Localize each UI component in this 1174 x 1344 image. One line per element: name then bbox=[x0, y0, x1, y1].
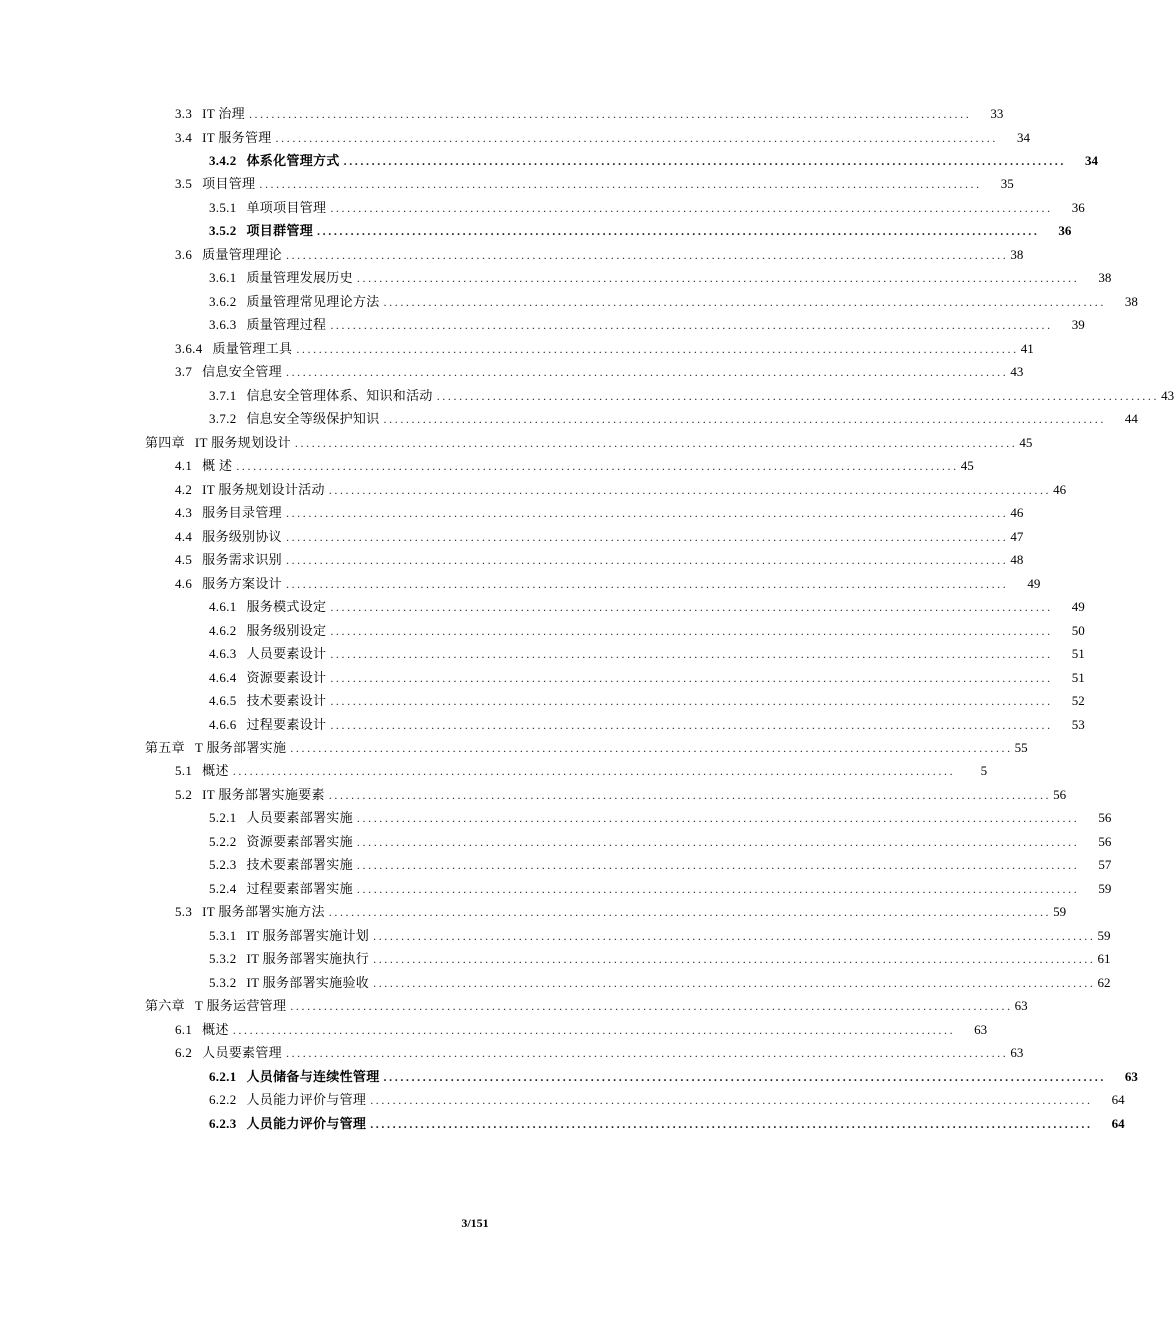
toc-entry-page: 64 bbox=[1111, 1115, 1125, 1131]
toc-entry-label: 服务模式设定 bbox=[246, 599, 327, 615]
dot-leader: ................................................................................................................................. bbox=[285, 365, 1009, 380]
toc-entry-title bbox=[209, 715, 330, 735]
toc-entry-number: 4.2 bbox=[175, 481, 193, 497]
dot-leader: ................................................................................................................................. bbox=[236, 459, 959, 474]
toc-entry-page: 43 bbox=[1161, 387, 1174, 403]
toc-entry-title bbox=[209, 949, 373, 969]
toc-entry-number: 3.6.1 bbox=[209, 270, 237, 286]
toc-entry-number: 3.3 bbox=[175, 106, 193, 121]
toc-entry-title bbox=[175, 456, 236, 476]
dot-leader: ................................................................................................................................. bbox=[328, 905, 1052, 920]
toc-entry-number: 3.6.2 bbox=[209, 293, 237, 309]
toc-entry[interactable] bbox=[209, 315, 1085, 335]
toc-entry-page: 56 bbox=[1098, 810, 1112, 826]
dot-leader: ................................................................................................................................. bbox=[285, 529, 1009, 544]
toc-entry-title bbox=[145, 996, 290, 1016]
toc-entry-number: 3.7.2 bbox=[209, 411, 237, 427]
toc-entry-label: IT 服务部署实施方法 bbox=[202, 904, 325, 920]
toc-entry-number: 5.2.2 bbox=[209, 833, 237, 849]
dot-leader: ................................................................................................................................. bbox=[330, 200, 1053, 215]
toc-entry-page: 56 bbox=[1098, 833, 1112, 849]
toc-entry-number: 6.1 bbox=[175, 1021, 193, 1037]
toc-entry[interactable] bbox=[175, 1020, 988, 1040]
toc-entry-page: 59 bbox=[1053, 904, 1067, 920]
dot-leader: ................................................................................................................................. bbox=[330, 647, 1053, 661]
toc-entry-page: 61 bbox=[1097, 951, 1111, 967]
toc-entry-label: 人员要素管理 bbox=[202, 1045, 282, 1061]
toc-entry-title bbox=[175, 550, 286, 570]
toc-entry-page: 46 bbox=[1010, 505, 1024, 521]
toc-entry-number: 4.6.3 bbox=[209, 646, 237, 661]
dot-leader: ................................................................................................................................. bbox=[436, 388, 1160, 403]
dot-leader: ................................................................................................................................. bbox=[373, 928, 1096, 943]
dot-leader: ................................................................................................................................. bbox=[285, 1046, 1009, 1061]
toc-entry[interactable] bbox=[175, 503, 1024, 523]
toc-entry-number: 4.6.4 bbox=[209, 669, 237, 685]
toc-entry-label: IT 服务部署实施验收 bbox=[246, 974, 370, 990]
toc-entry-number: 5.2.3 bbox=[209, 857, 237, 873]
toc-entry[interactable] bbox=[175, 574, 1041, 594]
toc-entry-page: 38 bbox=[1124, 293, 1138, 309]
dot-leader: ................................................................................................................................. bbox=[383, 412, 1106, 427]
toc-entry-number: 5.3 bbox=[175, 904, 193, 920]
dot-leader: ................................................................................................................................. bbox=[285, 553, 1009, 568]
toc-entry-label: IT 服务管理 bbox=[202, 129, 272, 145]
toc-entry-label: 项目群管理 bbox=[246, 223, 314, 239]
toc-entry-number: 4.1 bbox=[175, 458, 193, 474]
dot-leader: ................................................................................................................................. bbox=[275, 130, 998, 145]
toc-entry-number: 4.6.1 bbox=[209, 599, 237, 615]
toc-entry[interactable] bbox=[209, 973, 1111, 993]
toc-entry-title bbox=[209, 855, 357, 875]
dot-leader: ................................................................................................................................. bbox=[356, 811, 1080, 826]
toc-entry-title bbox=[175, 480, 329, 500]
toc-entry[interactable] bbox=[209, 926, 1111, 946]
toc-entry-page: 49 bbox=[1071, 599, 1085, 615]
toc-entry-number: 5.1 bbox=[175, 763, 193, 779]
toc-entry-title bbox=[209, 832, 357, 852]
toc-entry-page: 45 bbox=[1019, 434, 1033, 450]
toc-entry-label: 质量管理过程 bbox=[246, 317, 327, 333]
toc-entry-number: 3.5 bbox=[175, 176, 193, 192]
dot-leader: ................................................................................................................................. bbox=[259, 177, 982, 192]
dot-leader: ................................................................................................................................. bbox=[285, 506, 1009, 521]
toc-entry-number: 4.4 bbox=[175, 528, 193, 544]
toc-entry[interactable] bbox=[209, 1090, 1125, 1110]
page-number: 3/151 bbox=[461, 1216, 489, 1230]
toc-entry-page: 48 bbox=[1010, 552, 1024, 568]
toc-entry-title bbox=[145, 738, 290, 758]
toc-entry-label: IT 服务部署实施计划 bbox=[246, 927, 370, 943]
dot-leader: ................................................................................................................................. bbox=[383, 1069, 1106, 1084]
toc-entry[interactable] bbox=[175, 456, 974, 476]
toc-entry[interactable] bbox=[209, 1067, 1138, 1087]
toc-entry-number: 5.2 bbox=[175, 786, 193, 802]
dot-leader: ................................................................................................................................. bbox=[285, 576, 1009, 591]
toc-entry[interactable] bbox=[175, 104, 1004, 124]
toc-entry-number: 3.4 bbox=[175, 129, 193, 145]
toc-entry-number: 5.3.1 bbox=[209, 927, 237, 943]
toc-entry[interactable] bbox=[209, 151, 1099, 171]
toc-entry-title bbox=[175, 902, 329, 922]
toc-entry-page: 55 bbox=[1014, 740, 1028, 755]
toc-entry-page: 41 bbox=[1020, 340, 1034, 356]
toc-entry-page: 57 bbox=[1098, 857, 1112, 873]
dot-leader: ................................................................................................................................. bbox=[383, 294, 1106, 309]
toc-entry[interactable] bbox=[209, 832, 1112, 852]
dot-leader: ................................................................................................................................. bbox=[356, 271, 1080, 286]
dot-leader: ................................................................................................................................. bbox=[296, 341, 1019, 356]
dot-leader: ................................................................................................................................. bbox=[356, 858, 1080, 873]
toc-entry-title bbox=[209, 221, 317, 241]
dot-leader: ................................................................................................................................. bbox=[370, 1116, 1093, 1131]
toc-entry[interactable] bbox=[175, 339, 1034, 359]
toc-entry-label: 信息安全管理 bbox=[202, 364, 282, 380]
toc-entry-label: 概述 bbox=[202, 1021, 229, 1037]
toc-entry[interactable] bbox=[209, 268, 1112, 288]
toc-entry-number: 3.7 bbox=[175, 364, 193, 380]
toc-entry-page: 45 bbox=[960, 458, 974, 474]
toc-entry-number: 3.4.2 bbox=[209, 153, 237, 168]
toc-entry-title bbox=[175, 174, 259, 194]
toc-entry-title bbox=[175, 104, 249, 124]
toc-entry-title bbox=[175, 503, 286, 523]
toc-entry-label: 服务级别协议 bbox=[202, 528, 282, 544]
toc-entry-title bbox=[209, 808, 357, 828]
toc-entry-label: 资源要素设计 bbox=[246, 669, 327, 685]
toc-entry[interactable] bbox=[209, 292, 1138, 312]
toc-entry-label: 技术要素设计 bbox=[246, 693, 327, 708]
dot-leader: ................................................................................................................................. bbox=[328, 482, 1052, 497]
toc-entry-title bbox=[175, 1020, 233, 1040]
toc-entry-label: 服务需求识别 bbox=[202, 552, 282, 568]
toc-entry[interactable] bbox=[175, 785, 1067, 805]
toc-entry-page: 49 bbox=[1027, 575, 1041, 591]
toc-entry-page: 36 bbox=[1071, 199, 1085, 215]
toc-entry-title bbox=[209, 1067, 384, 1087]
toc-entry-label: IT 服务规划设计活动 bbox=[202, 481, 325, 497]
toc-entry-number: 3.6.3 bbox=[209, 317, 237, 333]
toc-entry-label: IT 服务部署实施执行 bbox=[246, 951, 370, 967]
toc-entry-title bbox=[209, 151, 344, 171]
toc-entry-number: 4.3 bbox=[175, 505, 193, 521]
toc-entry-page: 35 bbox=[1000, 176, 1014, 192]
toc-entry-label: 技术要素部署实施 bbox=[246, 857, 353, 873]
toc-entry[interactable] bbox=[145, 433, 1033, 453]
toc-entry-label: IT 服务规划设计 bbox=[194, 434, 291, 450]
toc-entry-label: 资源要素部署实施 bbox=[246, 833, 353, 849]
toc-entry-label: 信息安全管理体系、知识和活动 bbox=[246, 387, 433, 403]
toc-entry-number: 6.2.3 bbox=[209, 1115, 237, 1131]
toc-entry[interactable] bbox=[209, 808, 1112, 828]
toc-entry[interactable] bbox=[209, 386, 1174, 406]
toc-entry-number: 6.2.2 bbox=[209, 1092, 237, 1108]
toc-entry-title bbox=[175, 1043, 286, 1063]
toc-entry[interactable] bbox=[209, 221, 1072, 241]
toc-entry[interactable] bbox=[209, 597, 1085, 617]
toc-entry[interactable] bbox=[209, 691, 1085, 711]
toc-entry-number: 4.6.5 bbox=[209, 693, 237, 708]
toc-entry-label: 人员储备与连续性管理 bbox=[246, 1068, 380, 1084]
toc-entry-title bbox=[209, 691, 330, 711]
toc-entry-page: 63 bbox=[1124, 1068, 1138, 1084]
dot-leader: ................................................................................................................................. bbox=[356, 881, 1080, 896]
toc-entry-title bbox=[209, 879, 357, 899]
toc-entry-page: 38 bbox=[1010, 246, 1024, 262]
dot-leader: ................................................................................................................................. bbox=[373, 975, 1096, 990]
toc-entry[interactable] bbox=[145, 996, 1028, 1016]
toc-entry-number: 4.6 bbox=[175, 575, 193, 591]
toc-entry-page: 50 bbox=[1071, 622, 1085, 638]
toc-entry-page: 56 bbox=[1053, 786, 1067, 802]
toc-entry[interactable] bbox=[209, 198, 1085, 218]
toc-entry-label: 服务级别设定 bbox=[246, 622, 327, 638]
toc-entry-number: 3.6 bbox=[175, 246, 193, 262]
toc-entry[interactable] bbox=[175, 245, 1024, 265]
toc-entry-label: 过程要素设计 bbox=[246, 716, 327, 732]
toc-entry-title bbox=[175, 128, 276, 148]
toc-entry-page: 47 bbox=[1010, 528, 1024, 544]
dot-leader: ................................................................................................................................. bbox=[370, 1093, 1093, 1108]
toc-entry-label: 人员要素部署实施 bbox=[246, 810, 353, 826]
toc-entry-label: 单项项目管理 bbox=[246, 199, 327, 215]
toc-entry-label: 概 述 bbox=[202, 458, 233, 474]
dot-leader: ................................................................................................................................. bbox=[330, 318, 1053, 333]
toc-entry-title bbox=[209, 621, 330, 641]
dot-leader: ................................................................................................................................. bbox=[294, 435, 1018, 450]
dot-leader: ................................................................................................................................. bbox=[317, 224, 1040, 239]
toc-entry-title bbox=[175, 761, 233, 781]
toc-entry[interactable] bbox=[209, 1114, 1125, 1134]
toc-entry-label: 质量管理工具 bbox=[212, 340, 293, 356]
toc-entry-label: 概述 bbox=[202, 763, 229, 779]
toc-entry-page: 5 bbox=[980, 763, 988, 779]
toc-entry-number: 5.2.4 bbox=[209, 880, 237, 896]
toc-entry-number: 3.7.1 bbox=[209, 387, 237, 403]
toc-entry-number: 第六章 bbox=[145, 998, 185, 1014]
toc-entry-page: 34 bbox=[1085, 153, 1099, 168]
dot-leader: ................................................................................................................................. bbox=[330, 717, 1053, 732]
dot-leader: ................................................................................................................................. bbox=[330, 600, 1053, 615]
toc-entry[interactable] bbox=[145, 738, 1028, 758]
dot-leader: ................................................................................................................................. bbox=[285, 247, 1009, 262]
toc-entry[interactable] bbox=[209, 949, 1111, 969]
toc-entry-page: 43 bbox=[1010, 364, 1024, 380]
toc-entry-label: T 服务部署实施 bbox=[194, 740, 287, 755]
toc-entry-title bbox=[175, 785, 329, 805]
dot-leader: ................................................................................................................................. bbox=[373, 952, 1096, 967]
toc-entry[interactable] bbox=[209, 715, 1085, 735]
toc-entry-number: 4.6.6 bbox=[209, 716, 237, 732]
dot-leader: ................................................................................................................................. bbox=[330, 694, 1053, 708]
toc-entry-title bbox=[175, 362, 286, 382]
toc-entry[interactable] bbox=[175, 128, 1030, 148]
dot-leader: ................................................................................................................................. bbox=[248, 107, 972, 121]
toc-entry-label: 质量管理发展历史 bbox=[246, 270, 353, 286]
toc-entry-page: 59 bbox=[1098, 880, 1112, 896]
toc-entry-label: 体系化管理方式 bbox=[246, 153, 340, 168]
toc-entry-label: 信息安全等级保护知识 bbox=[246, 411, 380, 427]
toc-entry-label: T 服务运营管理 bbox=[194, 998, 287, 1014]
toc-entry-page: 64 bbox=[1111, 1092, 1125, 1108]
toc-entry-number: 4.6.2 bbox=[209, 622, 237, 638]
toc-entry-title bbox=[209, 409, 384, 429]
toc-entry-page: 52 bbox=[1071, 693, 1085, 708]
toc-entry-page: 44 bbox=[1124, 411, 1138, 427]
toc-entry[interactable] bbox=[209, 879, 1112, 899]
toc-entry[interactable] bbox=[209, 668, 1085, 688]
toc-entry[interactable] bbox=[175, 480, 1067, 500]
toc-entry-label: 项目管理 bbox=[202, 176, 256, 192]
toc-entry[interactable] bbox=[175, 550, 1024, 570]
toc-entry-page: 39 bbox=[1071, 317, 1085, 333]
dot-leader: ................................................................................................................................. bbox=[356, 834, 1080, 849]
toc-entry-page: 53 bbox=[1071, 716, 1085, 732]
toc-entry-title bbox=[145, 433, 295, 453]
toc-entry-title bbox=[209, 268, 357, 288]
toc-entry[interactable] bbox=[209, 621, 1085, 641]
toc-entry-title bbox=[209, 973, 373, 993]
toc-entry-page: 34 bbox=[1016, 129, 1030, 145]
toc-entry-title bbox=[209, 597, 330, 617]
toc-entry-title bbox=[209, 1114, 370, 1134]
toc-entry-title bbox=[175, 527, 286, 547]
toc-entry-title bbox=[175, 339, 296, 359]
dot-leader: ................................................................................................................................. bbox=[290, 741, 1013, 755]
toc-entry-number: 第五章 bbox=[145, 740, 185, 755]
toc-entry-number: 4.5 bbox=[175, 552, 193, 568]
toc-entry-number: 6.2.1 bbox=[209, 1068, 237, 1084]
dot-leader: ................................................................................................................................. bbox=[330, 623, 1053, 638]
toc-entry-page: 62 bbox=[1097, 974, 1111, 990]
toc-entry-page: 38 bbox=[1098, 270, 1112, 286]
toc-entry[interactable] bbox=[175, 527, 1024, 547]
toc-entry-number: 5.3.2 bbox=[209, 951, 237, 967]
toc-entry-label: 质量管理理论 bbox=[202, 246, 282, 262]
toc-entry-label: 服务方案设计 bbox=[202, 575, 282, 591]
dot-leader: ................................................................................................................................. bbox=[232, 1022, 956, 1037]
toc-entry-page: 63 bbox=[1010, 1045, 1024, 1061]
toc-entry-label: 服务目录管理 bbox=[202, 505, 282, 521]
dot-leader: ................................................................................................................................. bbox=[232, 764, 956, 779]
toc-entry-number: 5.3.2 bbox=[209, 974, 237, 990]
dot-leader: ................................................................................................................................. bbox=[328, 787, 1052, 802]
toc-entry-number: 3.5.1 bbox=[209, 199, 237, 215]
toc-entry[interactable] bbox=[175, 761, 988, 781]
toc-entry-number: 3.5.2 bbox=[209, 223, 237, 239]
toc-entry-title bbox=[209, 198, 330, 218]
toc-entry-label: 过程要素部署实施 bbox=[246, 880, 353, 896]
toc-entry[interactable] bbox=[175, 174, 1014, 194]
toc-entry-page: 33 bbox=[990, 106, 1004, 121]
toc-entry-label: 人员要素设计 bbox=[246, 646, 327, 661]
toc-entry-title bbox=[209, 668, 330, 688]
toc-entry-label: IT 服务部署实施要素 bbox=[202, 786, 325, 802]
toc-entry-title bbox=[175, 574, 286, 594]
toc-entry-page: 63 bbox=[974, 1021, 988, 1037]
toc-entry-title bbox=[209, 1090, 370, 1110]
toc-entry-page: 36 bbox=[1058, 223, 1072, 239]
toc-entry-page: 59 bbox=[1097, 927, 1111, 943]
toc-entry-page: 63 bbox=[1014, 998, 1028, 1014]
toc-entry-title bbox=[209, 315, 330, 335]
toc-entry-label: 人员能力评价与管理 bbox=[246, 1092, 367, 1108]
toc-entry-number: 6.2 bbox=[175, 1045, 193, 1061]
toc-entry-label: 质量管理常见理论方法 bbox=[246, 293, 380, 309]
toc-entry-title bbox=[209, 926, 373, 946]
toc-entry[interactable] bbox=[175, 902, 1067, 922]
toc-entry-title bbox=[209, 386, 437, 406]
toc-entry-number: 3.6.4 bbox=[175, 340, 203, 356]
toc-entry-page: 51 bbox=[1071, 646, 1085, 661]
toc-entry-title bbox=[209, 644, 330, 664]
toc-entry[interactable] bbox=[175, 1043, 1024, 1063]
dot-leader: ................................................................................................................................. bbox=[290, 999, 1013, 1014]
toc-entry[interactable] bbox=[209, 855, 1112, 875]
toc-entry-label: 人员能力评价与管理 bbox=[246, 1115, 367, 1131]
toc-entry-number: 5.2.1 bbox=[209, 810, 237, 826]
dot-leader: ................................................................................................................................. bbox=[343, 154, 1067, 168]
toc-entry-page: 46 bbox=[1053, 481, 1067, 497]
toc-entry[interactable] bbox=[175, 362, 1024, 382]
toc-entry-title bbox=[209, 292, 384, 312]
toc-entry-page: 51 bbox=[1071, 669, 1085, 685]
toc-entry-number: 第四章 bbox=[145, 434, 185, 450]
dot-leader: ................................................................................................................................. bbox=[330, 670, 1053, 685]
toc-entry[interactable] bbox=[209, 644, 1085, 664]
toc-entry-label: IT 治理 bbox=[202, 106, 245, 121]
toc-entry[interactable] bbox=[209, 409, 1138, 429]
toc-entry-title bbox=[175, 245, 286, 265]
